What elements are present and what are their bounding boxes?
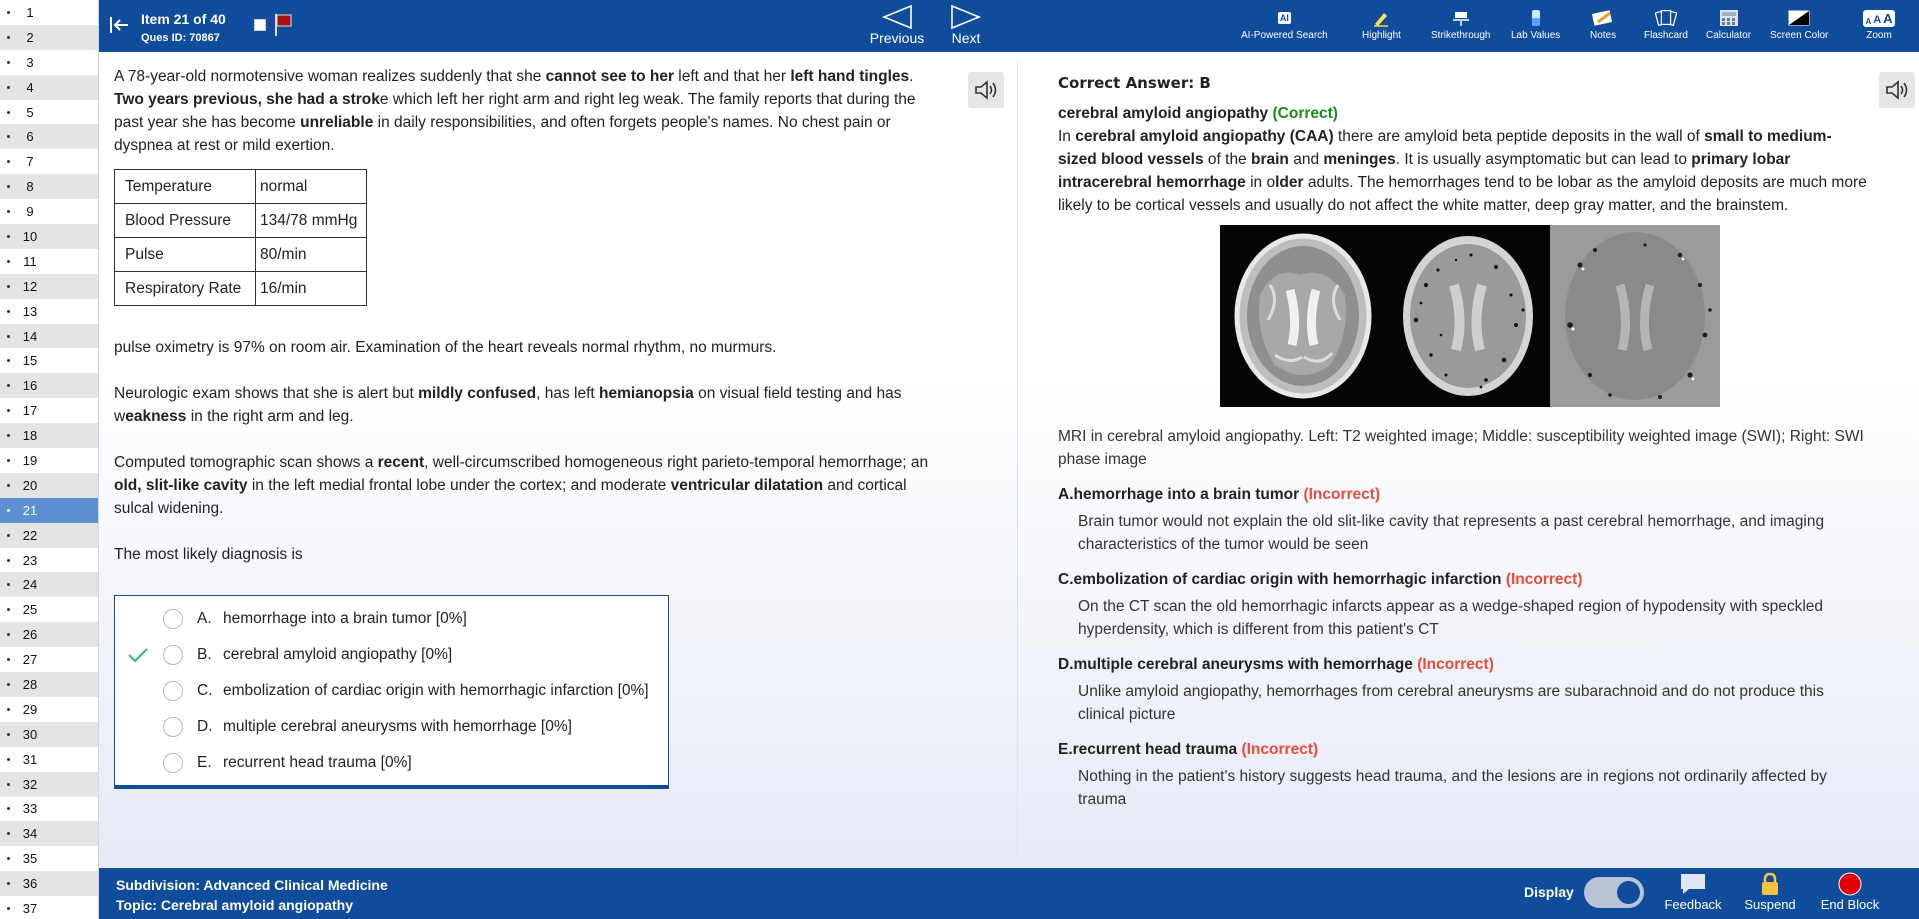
nav-item-31[interactable] (0, 747, 98, 772)
nav-item-25[interactable] (0, 597, 98, 622)
text-run: in the right arm and leg. (186, 408, 354, 425)
nav-item-number: 25 (22, 602, 38, 618)
text-run: . It is usually asymptomatic but can lead to (1395, 151, 1692, 168)
nav-item-number: 26 (22, 627, 38, 643)
nav-item-number: 4 (26, 79, 34, 95)
nav-dot-icon (7, 235, 10, 238)
highlight-tool[interactable]: Highlight (1362, 8, 1401, 41)
nav-item-number: 5 (26, 104, 34, 120)
text-run: . (909, 68, 914, 85)
nav-item-number: 34 (22, 826, 38, 842)
emphasis-text: hemianopsia (599, 385, 694, 402)
nav-item-number: 1 (26, 4, 34, 20)
emphasis-text: lder (1275, 174, 1304, 191)
nav-item-4[interactable] (0, 75, 98, 100)
vitals-value: normal (256, 170, 367, 204)
incorrect-tag: (Incorrect) (1505, 571, 1583, 588)
text-run: on visual field testing and has w (114, 385, 902, 425)
nav-dot-icon (7, 807, 10, 810)
nav-item-number: 18 (22, 428, 38, 444)
nav-dot-icon (7, 758, 10, 761)
question-panel (114, 65, 934, 566)
checkmark-icon (127, 683, 149, 699)
answer-choices (114, 595, 669, 789)
nav-dot-icon (7, 359, 10, 362)
text-run: The most likely diagnosis is (114, 546, 303, 563)
nav-dot-icon (7, 608, 10, 611)
text-run: In (1058, 128, 1076, 145)
nav-item-number: 19 (22, 452, 38, 468)
nav-item-number: 3 (26, 54, 34, 70)
emphasis-text: brain (1251, 151, 1289, 168)
vitals-value: 16/min (256, 272, 367, 306)
nav-item-number: 15 (22, 353, 38, 369)
incorrect-option-title: E.recurrent head trauma (1058, 741, 1238, 758)
nav-item-number: 21 (22, 502, 38, 518)
calculator-icon (1718, 8, 1740, 28)
end-block-button[interactable]: End Block (1818, 872, 1882, 912)
back-arrow-icon[interactable] (108, 14, 130, 36)
nav-dot-icon (7, 111, 10, 114)
explanation-paragraph (1058, 125, 1868, 217)
text-run: , well-circumscribed homogeneous right parieto-temporal hemorrhage; an (424, 454, 929, 471)
emphasis-text: left hand tingles (790, 68, 910, 85)
nav-dot-icon (7, 335, 10, 338)
nav-dot-icon (7, 459, 10, 462)
emphasis-text: old, slit-like cavity (114, 477, 248, 494)
nav-dot-icon (7, 86, 10, 89)
text-run: Neurologic exam shows that she is alert but (114, 385, 419, 402)
nav-item-9[interactable] (0, 199, 98, 224)
text-run: pulse oximetry is 97% on room air. Examination of the heart reveals normal rhythm, no murmurs. (114, 339, 777, 356)
screen-color-icon (1788, 8, 1810, 28)
nav-item-number: 11 (23, 253, 37, 269)
answer-letter: B. (197, 646, 212, 663)
previous-label: Previous (869, 30, 925, 46)
nav-item-number: 32 (22, 776, 38, 792)
nav-item-number: 6 (26, 129, 34, 145)
nav-dot-icon (7, 708, 10, 711)
nav-item-3[interactable] (0, 50, 98, 75)
nav-dot-icon (7, 210, 10, 213)
answer-letter: C. (197, 682, 213, 699)
nav-dot-icon (7, 633, 10, 636)
nav-item-8[interactable] (0, 174, 98, 199)
incorrect-option-title: C.embolization of cardiac origin with hemorrhagic infarction (1058, 571, 1502, 588)
answer-choice[interactable] (115, 712, 668, 742)
nav-item-1[interactable] (0, 0, 98, 25)
nav-item-number: 9 (26, 204, 34, 220)
nav-item-number: 17 (22, 403, 38, 419)
main-content (99, 52, 1919, 868)
nav-item-number: 12 (22, 278, 38, 294)
nav-dot-icon (7, 832, 10, 835)
answer-title-line (1058, 102, 1868, 125)
nav-item-29[interactable] (0, 697, 98, 722)
nav-item-16[interactable] (0, 373, 98, 398)
nav-item-number: 22 (22, 527, 38, 543)
image-caption: MRI in cerebral amyloid angiopathy. Left: T2 weighted image; Middle: susceptibility weighted image (SWI); Right: SWI phase image (1058, 428, 1864, 468)
emphasis-text: ventricular dilatation (670, 477, 824, 494)
vitals-row (115, 238, 367, 272)
nav-item-27[interactable] (0, 647, 98, 672)
vitals-table (114, 169, 367, 306)
answer-radio[interactable] (163, 645, 183, 665)
notes-tool[interactable]: Notes (1590, 8, 1616, 41)
question-stem-paragraph (114, 65, 934, 157)
highlight-icon (1370, 8, 1392, 28)
nav-item-36[interactable] (0, 871, 98, 896)
incorrect-tag: (Incorrect) (1303, 486, 1381, 503)
nav-item-37[interactable] (0, 896, 98, 919)
correct-answer-label: Correct Answer: B (1058, 74, 1211, 92)
nav-dot-icon (7, 857, 10, 860)
question-navigator (0, 0, 99, 919)
previous-arrow-icon (881, 4, 913, 30)
nav-item-34[interactable] (0, 821, 98, 846)
toggle-knob (1617, 881, 1640, 904)
text-run: in o (1245, 174, 1276, 191)
incorrect-option-explanation: On the CT scan the old hemorrhagic infarcts appear as a wedge-shaped region of hypodensity with speckled hyperdensity, which is different from this patient's CT (1078, 598, 1824, 638)
vitals-value: 80/min (256, 238, 367, 272)
nav-dot-icon (7, 36, 10, 39)
question-oximetry-paragraph (114, 336, 934, 359)
answer-choice[interactable] (115, 640, 668, 670)
text-run: Computed tomographic scan shows a (114, 454, 378, 471)
question-neuro-paragraph (114, 382, 934, 428)
nav-item-number: 7 (26, 154, 34, 170)
text-run: and cortical sulcal widening. (114, 477, 907, 517)
flashcard-tool[interactable]: Flashcard (1644, 8, 1688, 41)
text-run: there are amyloid beta peptide deposits in the wall of (1333, 128, 1705, 145)
subdivision-label: Subdivision: Advanced Clinical Medicine (116, 877, 388, 893)
speaker-icon (973, 79, 999, 101)
nav-item-24[interactable] (0, 572, 98, 597)
correct-tag: (Correct) (1272, 105, 1338, 122)
nav-item-15[interactable] (0, 348, 98, 373)
nav-item-number: 10 (22, 228, 38, 244)
stop-icon (1818, 872, 1882, 896)
nav-dot-icon (7, 135, 10, 138)
nav-dot-icon (7, 509, 10, 512)
lab-values-tool[interactable]: Lab Values (1511, 8, 1560, 41)
nav-item-23[interactable] (0, 548, 98, 573)
bottom-toolbar (99, 868, 1919, 919)
nav-item-26[interactable] (0, 622, 98, 647)
question-id: Ques ID: 70867 (141, 32, 220, 44)
emphasis-text: eakness (125, 408, 187, 425)
mark-checkbox[interactable] (254, 19, 266, 31)
next-label: Next (951, 30, 981, 46)
vitals-row (115, 272, 367, 306)
nav-item-2[interactable] (0, 25, 98, 50)
feedback-icon (1661, 872, 1725, 896)
nav-dot-icon (7, 559, 10, 562)
nav-item-number: 35 (22, 851, 38, 867)
nav-dot-icon (7, 907, 10, 910)
emphasis-text: recent (377, 454, 425, 471)
text-run: and (1288, 151, 1324, 168)
text-run: , has left (536, 385, 600, 402)
nav-dot-icon (7, 260, 10, 263)
incorrect-options-list (1058, 483, 1868, 811)
nav-item-number: 27 (22, 652, 38, 668)
zoom-tool[interactable]: A A A Zoom (1855, 8, 1903, 41)
nav-item-35[interactable] (0, 846, 98, 871)
emphasis-text: meninges (1323, 151, 1396, 168)
vitals-label: Temperature (115, 170, 256, 204)
text-run: adults. The hemorrhages tend to be lobar as the amyloid deposits are much more likely to be cortical vessels and usually do not affect the white matter, deep gray matter, and the brainstem. (1058, 174, 1867, 214)
nav-dot-icon (7, 11, 10, 14)
incorrect-option-heading (1058, 653, 1868, 676)
incorrect-option-title: A.hemorrhage into a brain tumor (1058, 486, 1300, 503)
text-run: e which left her right arm and right leg weak. The family reports that during the past year she has become (114, 91, 916, 131)
nav-item-20[interactable] (0, 473, 98, 498)
nav-dot-icon (7, 384, 10, 387)
answer-radio[interactable] (163, 753, 183, 773)
answer-radio[interactable] (163, 609, 183, 629)
nav-item-13[interactable] (0, 299, 98, 324)
nav-item-number: 2 (26, 29, 34, 45)
mri-swi-phase-panel (1550, 225, 1720, 407)
nav-dot-icon (7, 434, 10, 437)
read-aloud-question-button[interactable] (968, 72, 1004, 108)
display-label: Display (1524, 884, 1574, 900)
nav-dot-icon (7, 484, 10, 487)
answer-text: hemorrhage into a brain tumor [0%] (223, 610, 467, 627)
vitals-row (115, 204, 367, 238)
nav-item-11[interactable] (0, 249, 98, 274)
answer-letter: A. (197, 610, 212, 627)
vitals-label: Pulse (115, 238, 256, 272)
suspend-button[interactable]: Suspend (1742, 872, 1798, 912)
strikethrough-tool[interactable]: Strikethrough (1431, 8, 1490, 41)
nav-item-32[interactable] (0, 772, 98, 797)
zoom-icon: A A A (1865, 10, 1893, 26)
lab-values-icon (1525, 8, 1547, 28)
nav-item-19[interactable] (0, 448, 98, 473)
emphasis-text: unreliable (300, 114, 374, 131)
vitals-row (115, 170, 367, 204)
nav-item-14[interactable] (0, 324, 98, 349)
emphasis-text: primary lobar intracerebral hemorrhage (1058, 151, 1791, 191)
panel-divider (1017, 60, 1018, 860)
topic-label: Topic: Cerebral amyloid angiopathy (116, 897, 354, 913)
nav-item-number: 30 (22, 726, 38, 742)
answer-text: cerebral amyloid angiopathy [0%] (223, 646, 453, 663)
text-run: A 78-year-old normotensive woman realizes suddenly that she (114, 68, 546, 85)
explanation-panel (1058, 72, 1868, 811)
question-prompt (114, 543, 934, 566)
nav-item-10[interactable] (0, 224, 98, 249)
nav-item-number: 29 (22, 701, 38, 717)
nav-item-number: 16 (22, 378, 38, 394)
nav-item-number: 37 (22, 901, 38, 916)
nav-item-5[interactable] (0, 100, 98, 125)
question-ct-paragraph (114, 451, 934, 520)
incorrect-tag: (Incorrect) (1241, 741, 1319, 758)
checkmark-icon (127, 611, 149, 627)
nav-item-number: 8 (26, 179, 34, 195)
emphasis-text: cannot see to her (545, 68, 674, 85)
nav-dot-icon (7, 409, 10, 412)
answer-choice[interactable] (115, 676, 668, 706)
nav-dot-icon (7, 733, 10, 736)
text-run: left and that her (674, 68, 791, 85)
nav-item-18[interactable] (0, 423, 98, 448)
nav-item-number: 23 (22, 552, 38, 568)
mri-image[interactable] (1220, 225, 1720, 407)
vitals-value: 134/78 mmHg (256, 204, 367, 238)
nav-item-number: 13 (22, 303, 38, 319)
nav-item-number: 14 (22, 328, 38, 344)
nav-item-28[interactable] (0, 672, 98, 697)
display-toggle[interactable] (1584, 877, 1644, 908)
previous-button[interactable] (869, 4, 925, 46)
nav-dot-icon (7, 310, 10, 313)
answer-title: cerebral amyloid angiopathy (1058, 105, 1269, 122)
item-title: Item 21 of 40 (141, 11, 226, 27)
notes-icon (1592, 8, 1614, 28)
lock-icon (1742, 872, 1798, 896)
feedback-button[interactable]: Feedback (1661, 872, 1725, 912)
nav-dot-icon (7, 285, 10, 288)
nav-item-6[interactable] (0, 124, 98, 149)
nav-dot-icon (7, 583, 10, 586)
incorrect-option-explanation: Unlike amyloid angiopathy, hemorrhages from cerebral aneurysms are subarachnoid and do not produce this clinical picture (1078, 683, 1824, 723)
nav-dot-icon (7, 683, 10, 686)
next-arrow-icon (950, 4, 982, 30)
nav-item-17[interactable] (0, 398, 98, 423)
read-aloud-explanation-button[interactable] (1879, 72, 1915, 108)
strikethrough-icon (1450, 8, 1472, 28)
answer-letter: E. (197, 754, 212, 771)
nav-item-number: 20 (22, 477, 38, 493)
text-run: of the (1203, 151, 1251, 168)
mri-t2-panel (1220, 225, 1386, 407)
flashcard-icon (1655, 8, 1677, 28)
screen-color-tool[interactable]: Screen Color (1770, 8, 1828, 41)
ai-search-icon: AI (1279, 13, 1289, 23)
nav-item-number: 36 (22, 876, 38, 892)
nav-dot-icon (7, 783, 10, 786)
checkmark-icon (127, 755, 149, 771)
nav-item-number: 33 (22, 801, 38, 817)
nav-dot-icon (7, 185, 10, 188)
flag-icon[interactable] (273, 12, 293, 38)
answer-text: embolization of cardiac origin with hemorrhagic infarction [0%] (223, 682, 649, 699)
incorrect-tag: (Incorrect) (1417, 656, 1494, 673)
incorrect-option-heading (1058, 738, 1868, 761)
nav-item-22[interactable] (0, 523, 98, 548)
calculator-tool[interactable]: Calculator (1706, 8, 1751, 41)
answer-choice[interactable] (115, 748, 668, 778)
vitals-label: Respiratory Rate (115, 272, 256, 306)
nav-item-7[interactable] (0, 149, 98, 174)
nav-dot-icon (7, 160, 10, 163)
incorrect-option-heading (1058, 483, 1868, 506)
nav-item-number: 31 (22, 751, 38, 767)
nav-dot-icon (7, 658, 10, 661)
emphasis-text: small to medium-sized blood vessels (1058, 128, 1832, 168)
answer-letter: D. (197, 718, 213, 735)
nav-dot-icon (7, 882, 10, 885)
nav-item-number: 28 (22, 676, 38, 692)
incorrect-option-explanation: Brain tumor would not explain the old slit-like cavity that represents a past cerebral hemorrhage, and imaging characteristics of the tumor would be seen (1078, 513, 1825, 553)
checkmark-icon (127, 647, 149, 663)
answer-radio[interactable] (163, 717, 183, 737)
nav-item-33[interactable] (0, 797, 98, 822)
nav-dot-icon (7, 534, 10, 537)
mri-swi-panel (1386, 225, 1550, 407)
checkmark-icon (127, 719, 149, 735)
answer-radio[interactable] (163, 681, 183, 701)
emphasis-text: cerebral amyloid angiopathy (CAA) (1075, 128, 1334, 145)
nav-item-12[interactable] (0, 274, 98, 299)
top-toolbar (99, 0, 1919, 52)
text-run: in daily responsibilities, and often forgets people's names. No chest pain or dyspnea at rest or mild exertion. (114, 114, 891, 154)
vitals-label: Blood Pressure (115, 204, 256, 238)
speaker-icon (1884, 79, 1910, 101)
ai-search-tool[interactable]: AI AI-Powered Search (1241, 8, 1328, 41)
answer-text: recurrent head trauma [0%] (223, 754, 412, 771)
nav-dot-icon (7, 61, 10, 64)
answer-text: multiple cerebral aneurysms with hemorrhage [0%] (223, 718, 572, 735)
incorrect-option-title: D.multiple cerebral aneurysms with hemorrhage (1058, 656, 1413, 673)
emphasis-text: mildly confused (418, 385, 537, 402)
next-button[interactable] (944, 4, 988, 46)
emphasis-text: Two years previous, she had a strok (114, 91, 380, 108)
nav-item-number: 24 (22, 577, 38, 593)
text-run: in the left medial frontal lobe under the cortex; and moderate (247, 477, 671, 494)
nav-item-30[interactable] (0, 722, 98, 747)
answer-choice[interactable] (115, 604, 668, 634)
incorrect-option-explanation: Nothing in the patient's history suggests head trauma, and the lesions are in regions not ordinarily affected by trauma (1078, 768, 1827, 808)
nav-item-21[interactable] (0, 498, 98, 523)
incorrect-option-heading (1058, 568, 1868, 591)
